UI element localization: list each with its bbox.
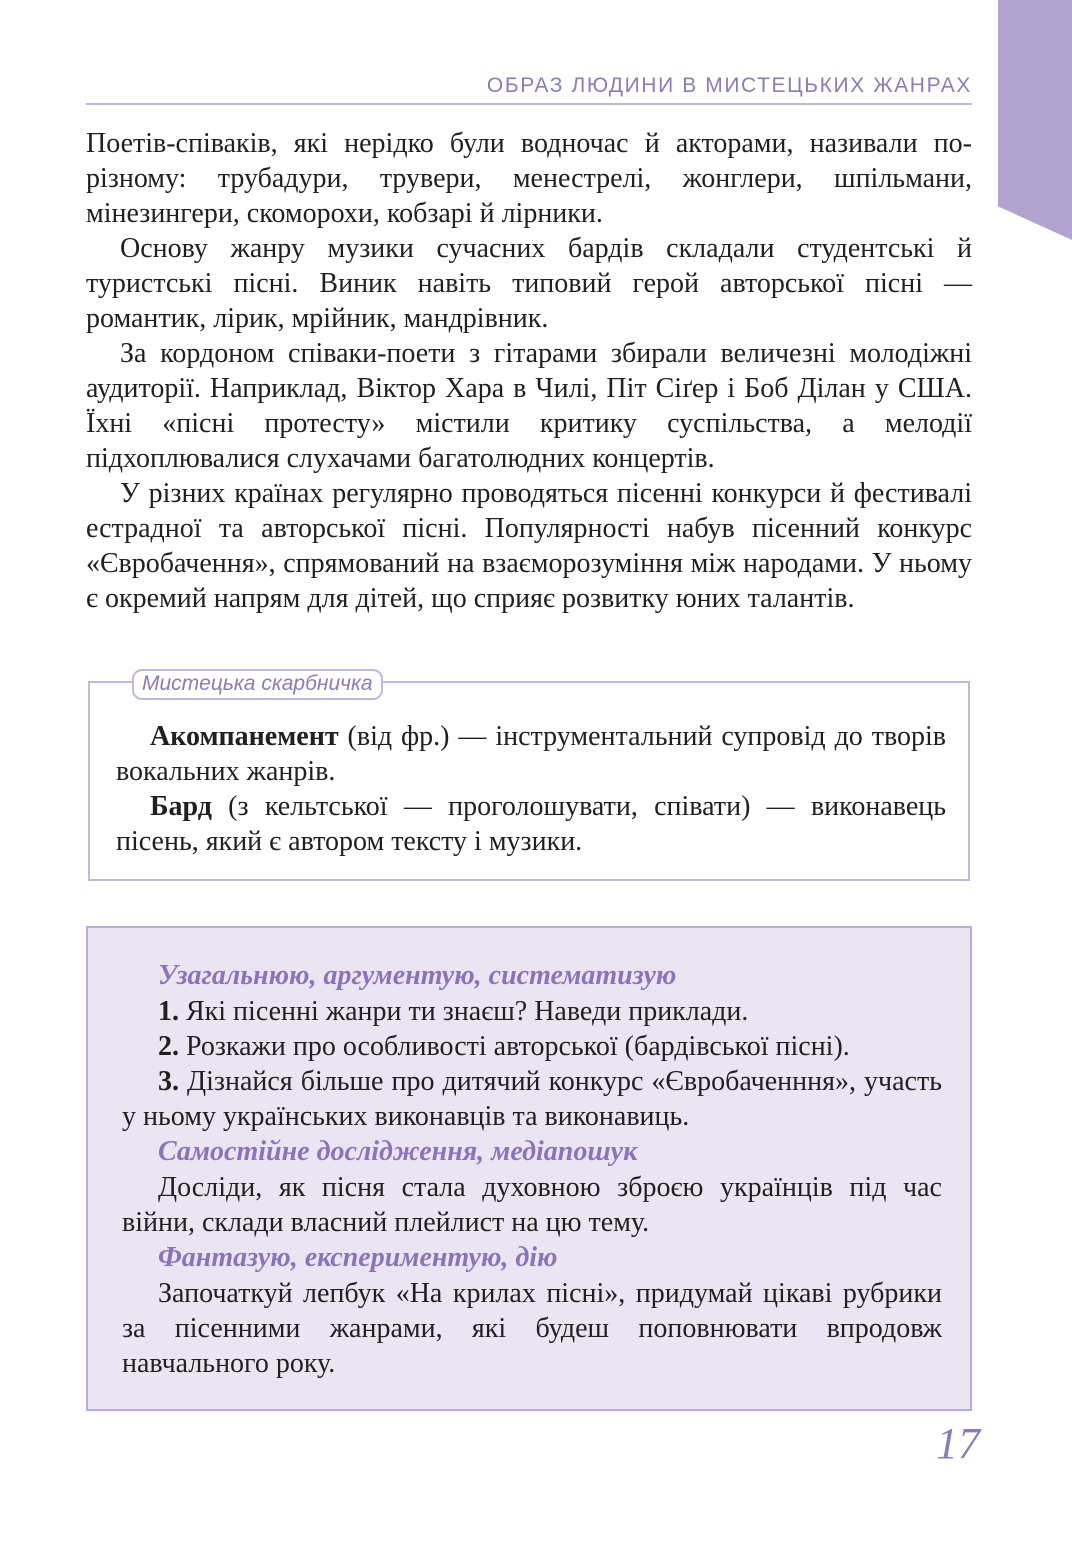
glossary-entry	[116, 789, 946, 859]
glossary-entry	[116, 719, 946, 789]
task-number: 1.	[158, 996, 179, 1027]
paragraph-poets: Поетів-співаків, які нерідко були водночас й акторами, називали по-різному: трубадури, трувери, менестрелі, жонглери, шпільмани, мінезингери, скоморохи, кобзарі й лірники.	[86, 128, 972, 229]
paragraph-bards: Основу жанру музики сучасних бардів складали студентські й туристські пісні. Виник навіть типовий герой авторської пісні — романтик, лірик, мрійник, мандрівник.	[86, 233, 972, 334]
main-text	[86, 126, 972, 616]
glossary-definition: (з кельтської — проголошувати, співати) — виконавець пісень, який є автором тексту і музики.	[116, 791, 946, 857]
task-item	[122, 994, 942, 1029]
task-number: 2.	[158, 1031, 179, 1062]
task-item	[122, 1029, 942, 1064]
glossary-box	[88, 672, 970, 881]
task-create-text: Започаткуй лепбук «На крилах пісні», придумай цікаві рубрики за пісенними жанрами, які будеш поповнювати впродовж навчального року.	[122, 1278, 942, 1379]
glossary-definition: (від фр.) — інструментальний супровід до творів вокальних жанрів.	[116, 721, 946, 787]
task-text: Які пісенні жанри ти знаєш? Наведи приклади.	[179, 996, 749, 1027]
chapter-corner-tab	[998, 0, 1072, 240]
glossary-term: Акомпанемент	[150, 721, 339, 752]
task-research-text: Досліди, як пісня стала духовною зброєю українців під час війни, склади власний плейлист на цю тему.	[122, 1172, 942, 1238]
paragraph-contests: У різних країнах регулярно проводяться пісенні конкурси й фестивалі естрадної та авторської пісні. Популярності набув пісенний конкурс «Євробачення», спрямований на взаєморозуміння між народами. У ньому є окремий напрям для дітей, що сприяє розвитку юних талантів.	[86, 478, 972, 614]
tasks-box	[86, 926, 972, 1411]
tasks-content	[122, 958, 942, 1381]
task-number: 3.	[158, 1066, 179, 1097]
running-header: ОБРАЗ ЛЮДИНИ В МИСТЕЦЬКИХ ЖАНРАХ	[86, 74, 972, 105]
glossary-box-label: Мистецька скарбничка	[132, 669, 383, 700]
task-text: Дізнайся більше про дитячий конкурс «Євробаченння», участь у ньому українських виконавців та виконавиць.	[122, 1066, 942, 1132]
tasks-heading-research: Самостійне дослідження, медіапошук	[158, 1136, 638, 1167]
paragraph-abroad: За кордоном співаки-поети з гітарами збирали величезні молодіжні аудиторії. Наприклад, Віктор Хара в Чилі, Піт Сіґер і Боб Ділан у США. Їхні «пісні протесту» містили критику суспільства, а мелодії підхоплювалися слухачами багатолюдних концертів.	[86, 338, 972, 474]
glossary-term: Бард	[150, 791, 212, 822]
task-item	[122, 1064, 942, 1134]
task-text: Розкажи про особливості авторської (бардівської пісні).	[179, 1031, 850, 1062]
glossary-entries	[116, 719, 946, 859]
page-number: 17	[936, 1419, 980, 1468]
tasks-heading-create: Фантазую, експериментую, дію	[158, 1242, 558, 1273]
tasks-heading-generalize: Узагальнюю, аргументую, систематизую	[158, 960, 677, 991]
